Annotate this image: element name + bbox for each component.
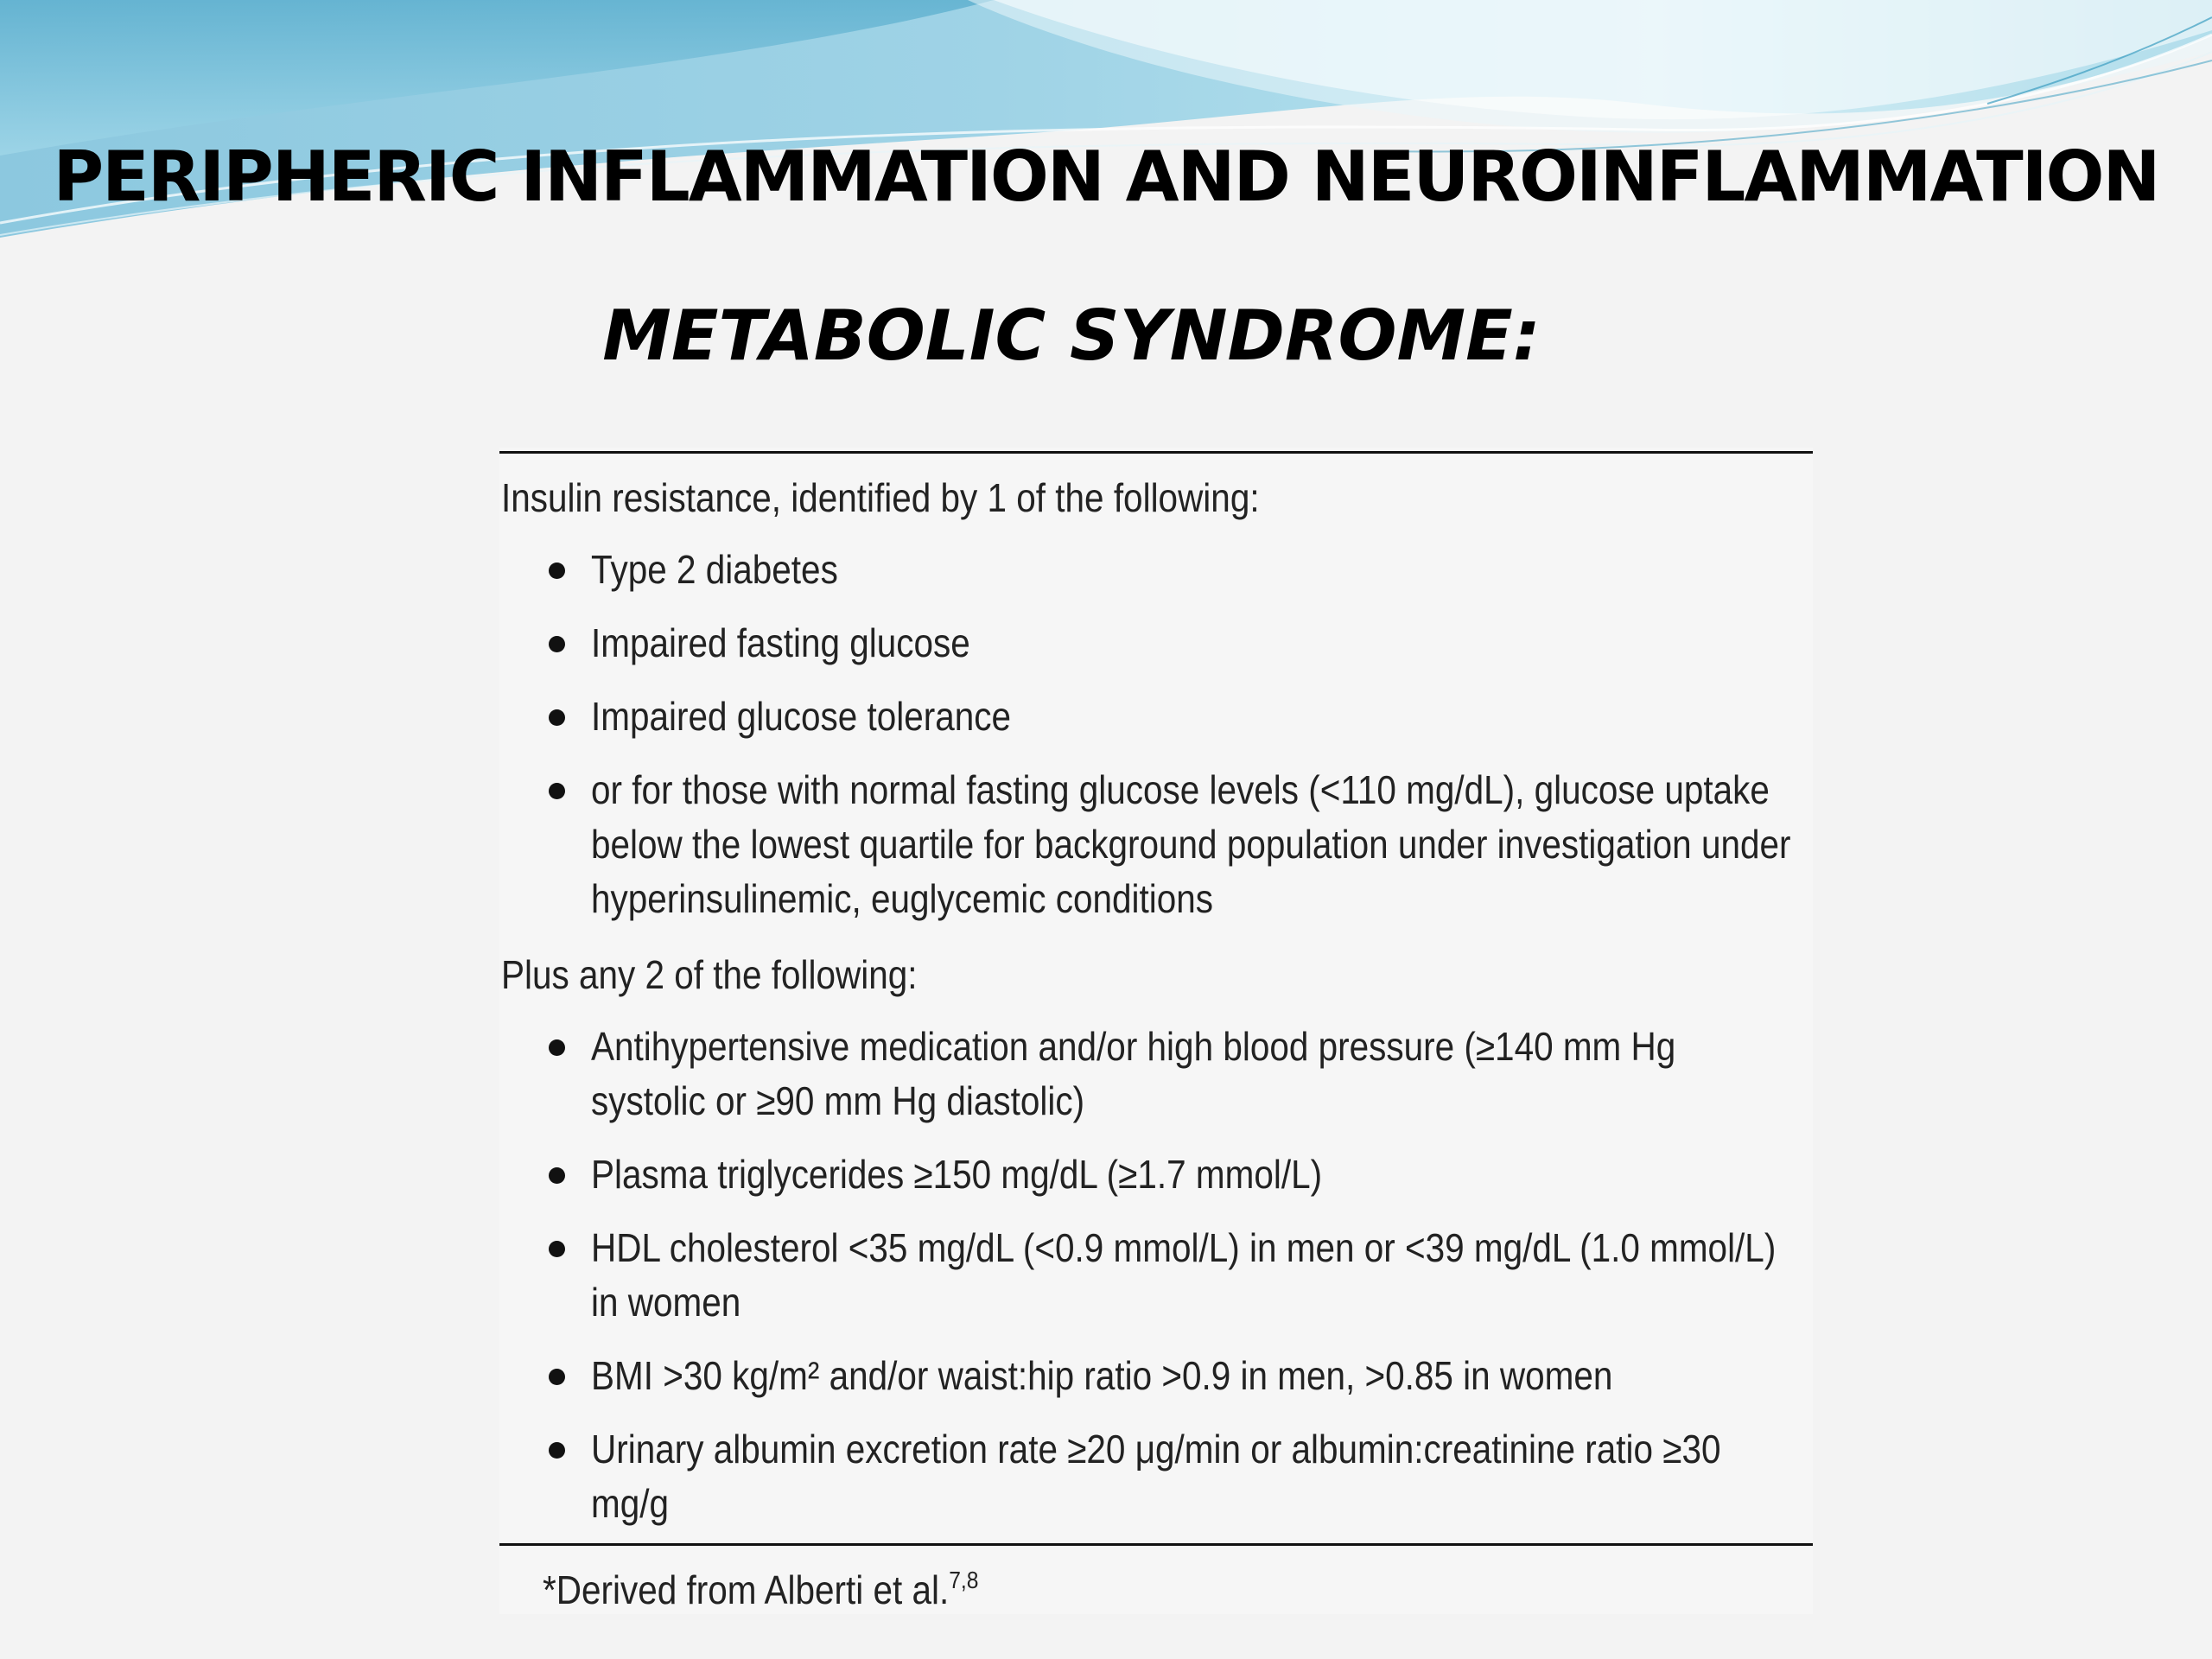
footnote-reference: 7,8 — [949, 1567, 979, 1593]
criteria-table — [499, 448, 1813, 1614]
bullet-icon — [549, 709, 565, 726]
list-item — [499, 763, 1813, 926]
list-item — [499, 1147, 1813, 1202]
list-item — [499, 1349, 1813, 1403]
list-item-text: BMI >30 kg/m² and/or waist:hip ratio >0.9 in men, >0.85 in women — [591, 1353, 1613, 1398]
list-item-text: Type 2 diabetes — [591, 547, 838, 592]
footnote-text: *Derived from Alberti et al. — [543, 1567, 950, 1612]
table-bottom-rule — [499, 1543, 1813, 1546]
bullet-icon — [549, 1442, 565, 1459]
bullet-icon — [549, 1167, 565, 1184]
section-heading-insulin-resistance: Insulin resistance, identified by 1 of the following: — [501, 475, 1260, 520]
section-heading-plus-any-two: Plus any 2 of the following: — [501, 952, 918, 997]
additional-criteria-list — [499, 1020, 1813, 1550]
bullet-icon — [549, 1369, 565, 1385]
list-item — [499, 1221, 1813, 1330]
list-item-text: Antihypertensive medication and/or high blood pressure (≥140 mm Hg systolic or ≥90 mm Hg diastolic) — [591, 1024, 1676, 1123]
slide-title: PERIPHERIC INFLAMMATION AND NEUROINFLAMMATION — [53, 137, 2159, 217]
list-item — [499, 616, 1813, 671]
footnote — [543, 1562, 978, 1618]
table-top-rule — [499, 451, 1813, 454]
insulin-resistance-list — [499, 543, 1813, 945]
list-item-text: or for those with normal fasting glucose levels (<110 mg/dL), glucose uptake below the lowest quartile for background population under investigation under hyperinsulinemic, euglycemic conditions — [591, 767, 1791, 921]
list-item — [499, 1020, 1813, 1128]
bullet-icon — [549, 1241, 565, 1257]
list-item — [499, 690, 1813, 744]
bullet-icon — [549, 563, 565, 579]
list-item — [499, 543, 1813, 597]
slide-subtitle: METABOLIC SYNDROME: — [602, 296, 1541, 376]
list-item-text: HDL cholesterol <35 mg/dL (<0.9 mmol/L) in men or <39 mg/dL (1.0 mmol/L) in women — [591, 1225, 1777, 1325]
list-item-text: Urinary albumin excretion rate ≥20 μg/min or albumin:creatinine ratio ≥30 mg/g — [591, 1427, 1721, 1526]
bullet-icon — [549, 783, 565, 799]
list-item-text: Impaired fasting glucose — [591, 620, 970, 665]
list-item-text: Impaired glucose tolerance — [591, 694, 1012, 739]
list-item — [499, 1422, 1813, 1531]
bullet-icon — [549, 636, 565, 652]
list-item-text: Plasma triglycerides ≥150 mg/dL (≥1.7 mmol/L) — [591, 1152, 1323, 1197]
bullet-icon — [549, 1039, 565, 1056]
